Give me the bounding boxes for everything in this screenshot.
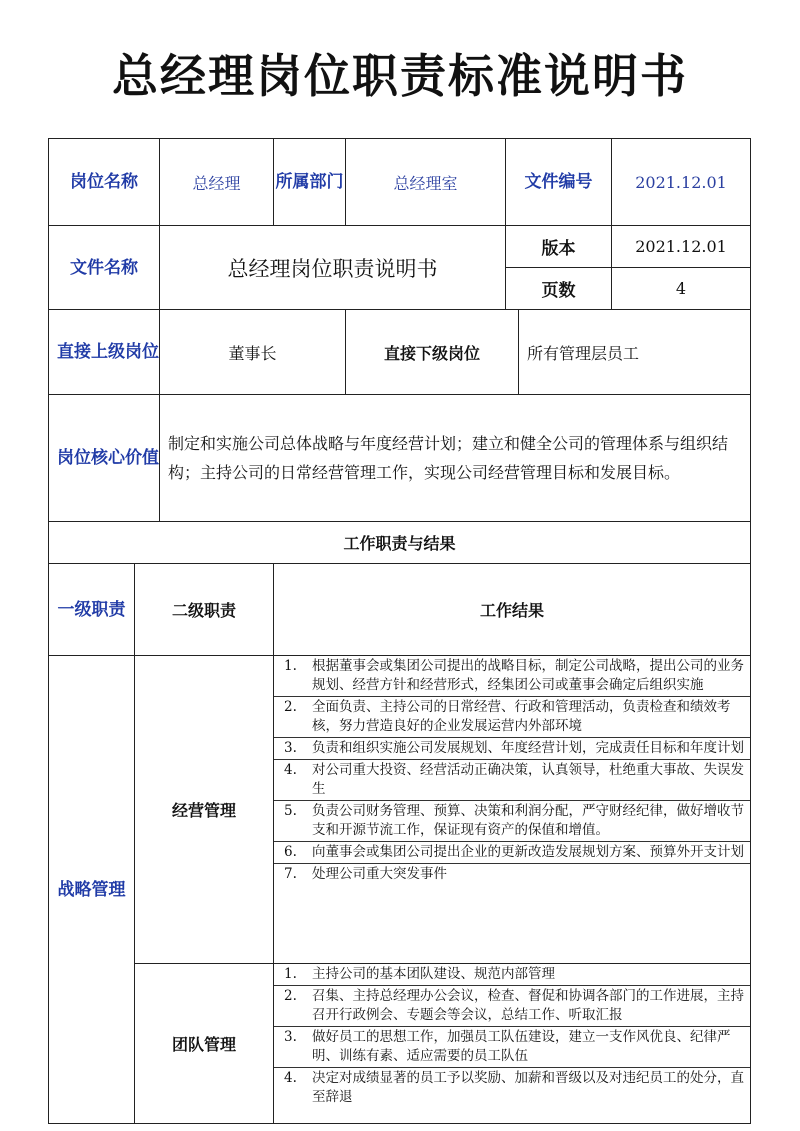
list-item: 2. 召集、主持总经理办公会议，检查、督促和协调各部门的工作进展，主持召开行政例会、专题会等会议，总结工作、听取汇报 <box>274 986 750 1027</box>
version-value: 2021.12.01 <box>612 226 751 268</box>
list-item: 1. 根据董事会或集团公司提出的战略目标，制定公司战略，提出公司的业务规划、经营方针和经营形式，经集团公司或董事会确定后组织实施 <box>274 656 750 697</box>
pages-label: 页数 <box>506 268 612 310</box>
core-value-label: 岗位核心价值 <box>49 395 160 522</box>
list-item: 6. 向董事会或集团公司提出企业的更新改造发展规划方案、预算外开支计划 <box>274 842 750 864</box>
list-item: 7. 处理公司重大突发事件 <box>284 866 447 882</box>
dept-label: 所属部门 <box>274 139 346 226</box>
level2-operation-management: 经营管理 <box>135 656 274 964</box>
operation-items-list <box>274 656 750 885</box>
list-item: 2. 全面负责、主持公司的日常经营、行政和管理活动，负责检查和绩效考核，努力营造良好的企业发展运营内外部环境 <box>274 697 750 738</box>
subordinate-value: 所有管理层员工 <box>519 310 751 395</box>
list-item: 4. 决定对成绩显著的员工予以奖励、加薪和晋级以及对违纪员工的处分，直至辞退 <box>284 1070 744 1105</box>
version-label: 版本 <box>506 226 612 268</box>
level1-strategy-management: 战略管理 <box>49 656 135 1124</box>
col-result-header: 工作结果 <box>274 564 751 656</box>
superior-label: 直接上级岗位 <box>49 310 160 395</box>
subordinate-label: 直接下级岗位 <box>346 310 519 395</box>
page-title: 总经理岗位职责标准说明书 <box>112 49 688 103</box>
list-item: 3. 做好员工的思想工作，加强员工队伍建设，建立一支作风优良、纪律严明、训练有素、适应需要的员工队伍 <box>274 1027 750 1068</box>
list-item: 4. 对公司重大投资、经营活动正确决策，认真领导，杜绝重大事故、失误发生 <box>274 760 750 801</box>
post-name-value: 总经理 <box>160 139 274 226</box>
file-no-value: 2021.12.01 <box>612 139 751 226</box>
file-no-label: 文件编号 <box>506 139 612 226</box>
file-name-label: 文件名称 <box>49 226 160 310</box>
dept-value: 总经理室 <box>346 139 506 226</box>
level2-team-management: 团队管理 <box>135 964 274 1124</box>
job-description-table <box>48 138 751 1124</box>
core-value-text: 制定和实施公司总体战略与年度经营计划；建立和健全公司的管理体系与组织结构；主持公司的日常经营管理工作，实现公司经营管理目标和发展目标。 <box>160 395 751 522</box>
col-level1-header: 一级职责 <box>49 564 135 656</box>
list-item: 5. 负责公司财务管理、预算、决策和利润分配，严守财经纪律，做好增收节支和开源节流工作，保证现有资产的保值和增值。 <box>274 801 750 842</box>
col-level2-header: 二级职责 <box>135 564 274 656</box>
list-item: 1. 主持公司的基本团队建设、规范内部管理 <box>274 964 750 986</box>
team-items-list <box>274 964 750 1108</box>
superior-value: 董事长 <box>160 310 346 395</box>
pages-value: 4 <box>612 268 751 310</box>
duties-section-title: 工作职责与结果 <box>49 522 751 564</box>
list-item: 3. 负责和组织实施公司发展规划、年度经营计划，完成责任目标和年度计划 <box>274 738 750 760</box>
file-name-value: 总经理岗位职责说明书 <box>160 226 506 310</box>
post-name-label: 岗位名称 <box>49 139 160 226</box>
